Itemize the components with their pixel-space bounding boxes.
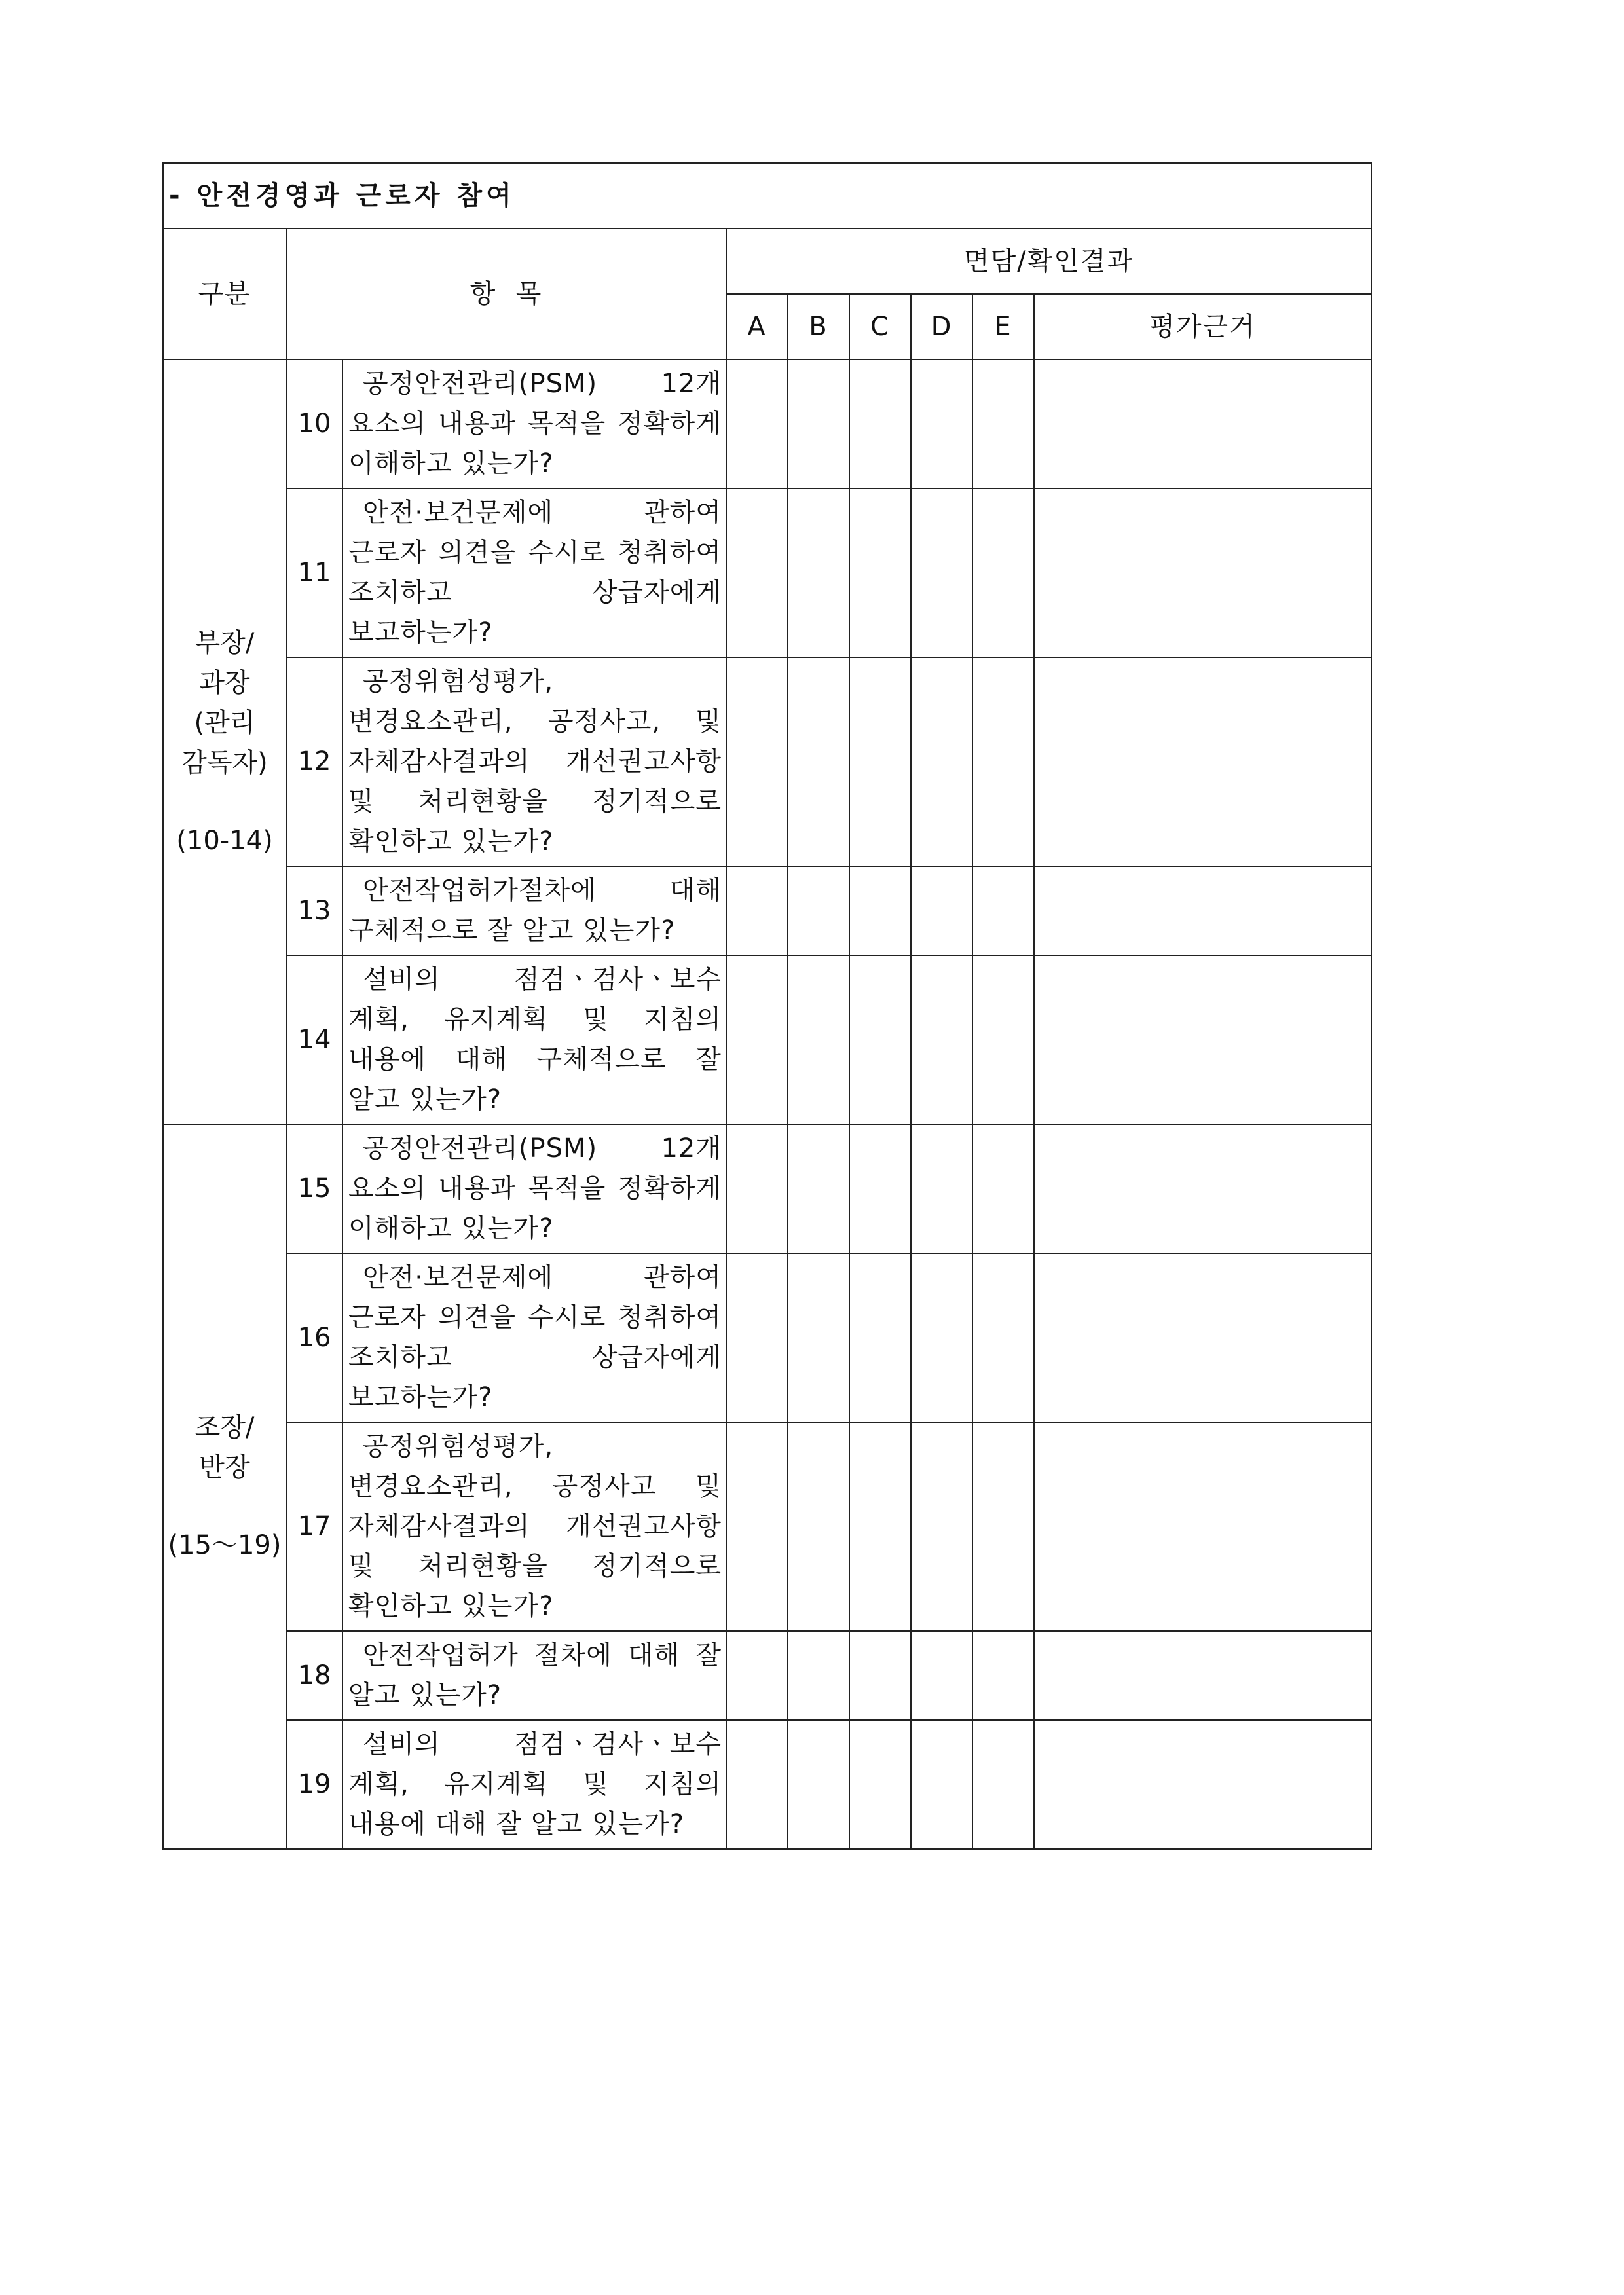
item-question xyxy=(342,1124,726,1253)
grade-e-cell[interactable] xyxy=(972,1631,1034,1720)
grade-b-cell[interactable] xyxy=(788,1422,849,1631)
item-question-text: 설비의 점검ㆍ검사ㆍ보수 계획, 유지계획 및 지침의 내용에 대해 잘 알고 있는가? xyxy=(348,1729,722,1839)
grade-b-cell[interactable] xyxy=(788,1124,849,1253)
category-cell xyxy=(163,1124,286,1849)
grade-c-cell[interactable] xyxy=(849,488,911,657)
grade-b-cell[interactable] xyxy=(788,359,849,488)
grade-b-cell[interactable] xyxy=(788,1253,849,1422)
item-number: 19 xyxy=(286,1720,342,1849)
grade-d-cell[interactable] xyxy=(911,1631,972,1720)
grade-a-cell[interactable] xyxy=(726,955,788,1124)
item-question xyxy=(342,955,726,1124)
checklist-row xyxy=(163,866,1371,955)
item-question-text: 안전작업허가 절차에 대해 잘 알고 있는가? xyxy=(348,1640,722,1710)
grade-d-cell[interactable] xyxy=(911,1124,972,1253)
grade-d-cell[interactable] xyxy=(911,657,972,866)
evaluation-basis-cell[interactable] xyxy=(1034,1124,1371,1253)
grade-a-cell[interactable] xyxy=(726,1124,788,1253)
evaluation-basis-cell[interactable] xyxy=(1034,1720,1371,1849)
category-line: 부장/ xyxy=(194,627,255,658)
grade-e-cell[interactable] xyxy=(972,1124,1034,1253)
grade-a-cell[interactable] xyxy=(726,1253,788,1422)
checklist-row xyxy=(163,1422,1371,1631)
grade-e-cell[interactable] xyxy=(972,359,1034,488)
section-title: - 안전경영과 근로자 참여 xyxy=(163,163,1371,229)
header-result: 면담/확인결과 xyxy=(726,229,1371,294)
grade-d-cell[interactable] xyxy=(911,866,972,955)
safety-management-checklist-table xyxy=(162,162,1372,1850)
grade-c-cell[interactable] xyxy=(849,955,911,1124)
grade-e-cell[interactable] xyxy=(972,866,1034,955)
checklist-row xyxy=(163,1124,1371,1253)
item-question xyxy=(342,1422,726,1631)
grade-e-cell[interactable] xyxy=(972,1720,1034,1849)
item-number: 11 xyxy=(286,488,342,657)
grade-a-cell[interactable] xyxy=(726,1720,788,1849)
grade-a-cell[interactable] xyxy=(726,359,788,488)
grade-b-cell[interactable] xyxy=(788,657,849,866)
grade-e-cell[interactable] xyxy=(972,1253,1034,1422)
evaluation-basis-cell[interactable] xyxy=(1034,488,1371,657)
evaluation-basis-cell[interactable] xyxy=(1034,955,1371,1124)
grade-a-cell[interactable] xyxy=(726,1631,788,1720)
item-question-text: 안전작업허가절차에 대해 구체적으로 잘 알고 있는가? xyxy=(348,875,722,946)
checklist-row xyxy=(163,955,1371,1124)
item-question xyxy=(342,359,726,488)
item-question xyxy=(342,488,726,657)
item-number: 15 xyxy=(286,1124,342,1253)
grade-c-cell[interactable] xyxy=(849,1422,911,1631)
grade-b-cell[interactable] xyxy=(788,1720,849,1849)
header-grade-b: B xyxy=(788,294,849,359)
checklist-row xyxy=(163,359,1371,488)
header-category: 구분 xyxy=(163,229,286,359)
header-item xyxy=(286,229,726,359)
item-question xyxy=(342,1253,726,1422)
grade-c-cell[interactable] xyxy=(849,1720,911,1849)
grade-e-cell[interactable] xyxy=(972,955,1034,1124)
grade-a-cell[interactable] xyxy=(726,866,788,955)
item-question-text: 공정위험성평가, 변경요소관리, 공정사고 및 자체감사결과의 개선권고사항 및 처리현황을 정기적으로 확인하고 있는가? xyxy=(348,1431,722,1621)
header-grade-e: E xyxy=(972,294,1034,359)
header-item-label: 항 목 xyxy=(470,278,543,309)
category-line: (관리 xyxy=(194,707,255,738)
grade-c-cell[interactable] xyxy=(849,866,911,955)
grade-d-cell[interactable] xyxy=(911,488,972,657)
category-line: (10-14) xyxy=(176,825,273,856)
header-grade-c: C xyxy=(849,294,911,359)
item-question-text: 안전·보건문제에 관하여 근로자 의견을 수시로 청취하여 조치하고 상급자에게 보고하는가? xyxy=(348,498,722,648)
grade-d-cell[interactable] xyxy=(911,955,972,1124)
item-number: 17 xyxy=(286,1422,342,1631)
grade-d-cell[interactable] xyxy=(911,1253,972,1422)
item-question-text: 공정위험성평가, 변경요소관리, 공정사고, 및 자체감사결과의 개선권고사항 및 처리현황을 정기적으로 확인하고 있는가? xyxy=(348,667,722,856)
grade-c-cell[interactable] xyxy=(849,1253,911,1422)
category-line xyxy=(164,783,286,821)
evaluation-basis-cell[interactable] xyxy=(1034,866,1371,955)
grade-a-cell[interactable] xyxy=(726,657,788,866)
item-number: 10 xyxy=(286,359,342,488)
item-question xyxy=(342,1720,726,1849)
item-question-text: 안전·보건문제에 관하여 근로자 의견을 수시로 청취하여 조치하고 상급자에게 보고하는가? xyxy=(348,1262,722,1412)
evaluation-basis-cell[interactable] xyxy=(1034,1422,1371,1631)
item-question xyxy=(342,1631,726,1720)
header-row-top xyxy=(163,229,1371,294)
item-number: 13 xyxy=(286,866,342,955)
evaluation-basis-cell[interactable] xyxy=(1034,657,1371,866)
grade-b-cell[interactable] xyxy=(788,488,849,657)
checklist-row xyxy=(163,1631,1371,1720)
category-line: 반장 xyxy=(199,1452,250,1482)
grade-c-cell[interactable] xyxy=(849,359,911,488)
category-line: 조장/ xyxy=(194,1412,255,1442)
item-number: 18 xyxy=(286,1631,342,1720)
item-question-text: 공정안전관리(PSM) 12개 요소의 내용과 목적을 정확하게 이해하고 있는가? xyxy=(348,369,722,479)
evaluation-basis-cell[interactable] xyxy=(1034,1631,1371,1720)
evaluation-basis-cell[interactable] xyxy=(1034,1253,1371,1422)
grade-b-cell[interactable] xyxy=(788,955,849,1124)
grade-d-cell[interactable] xyxy=(911,1720,972,1849)
item-question-text: 공정안전관리(PSM) 12개 요소의 내용과 목적을 정확하게 이해하고 있는가? xyxy=(348,1133,722,1243)
grade-e-cell[interactable] xyxy=(972,657,1034,866)
grade-a-cell[interactable] xyxy=(726,1422,788,1631)
section-title-row xyxy=(163,163,1371,229)
category-line: (15～19) xyxy=(168,1530,282,1560)
grade-c-cell[interactable] xyxy=(849,1124,911,1253)
header-basis: 평가근거 xyxy=(1034,294,1371,359)
checklist-row xyxy=(163,1253,1371,1422)
item-number: 12 xyxy=(286,657,342,866)
checklist-row xyxy=(163,657,1371,866)
category-cell xyxy=(163,359,286,1124)
grade-e-cell[interactable] xyxy=(972,1422,1034,1631)
checklist-row xyxy=(163,1720,1371,1849)
grade-b-cell[interactable] xyxy=(788,1631,849,1720)
grade-e-cell[interactable] xyxy=(972,488,1034,657)
grade-d-cell[interactable] xyxy=(911,1422,972,1631)
header-grade-d: D xyxy=(911,294,972,359)
grade-a-cell[interactable] xyxy=(726,488,788,657)
grade-b-cell[interactable] xyxy=(788,866,849,955)
category-line: 과장 xyxy=(199,667,250,698)
grade-d-cell[interactable] xyxy=(911,359,972,488)
item-question xyxy=(342,866,726,955)
checklist-row xyxy=(163,488,1371,657)
evaluation-basis-cell[interactable] xyxy=(1034,359,1371,488)
item-question xyxy=(342,657,726,866)
header-grade-a: A xyxy=(726,294,788,359)
grade-c-cell[interactable] xyxy=(849,1631,911,1720)
grade-c-cell[interactable] xyxy=(849,657,911,866)
category-line: 감독자) xyxy=(181,747,268,778)
category-line xyxy=(164,1488,286,1526)
item-question-text: 설비의 점검ㆍ검사ㆍ보수 계획, 유지계획 및 지침의 내용에 대해 구체적으로 잘 알고 있는가? xyxy=(348,964,722,1114)
item-number: 16 xyxy=(286,1253,342,1422)
item-number: 14 xyxy=(286,955,342,1124)
